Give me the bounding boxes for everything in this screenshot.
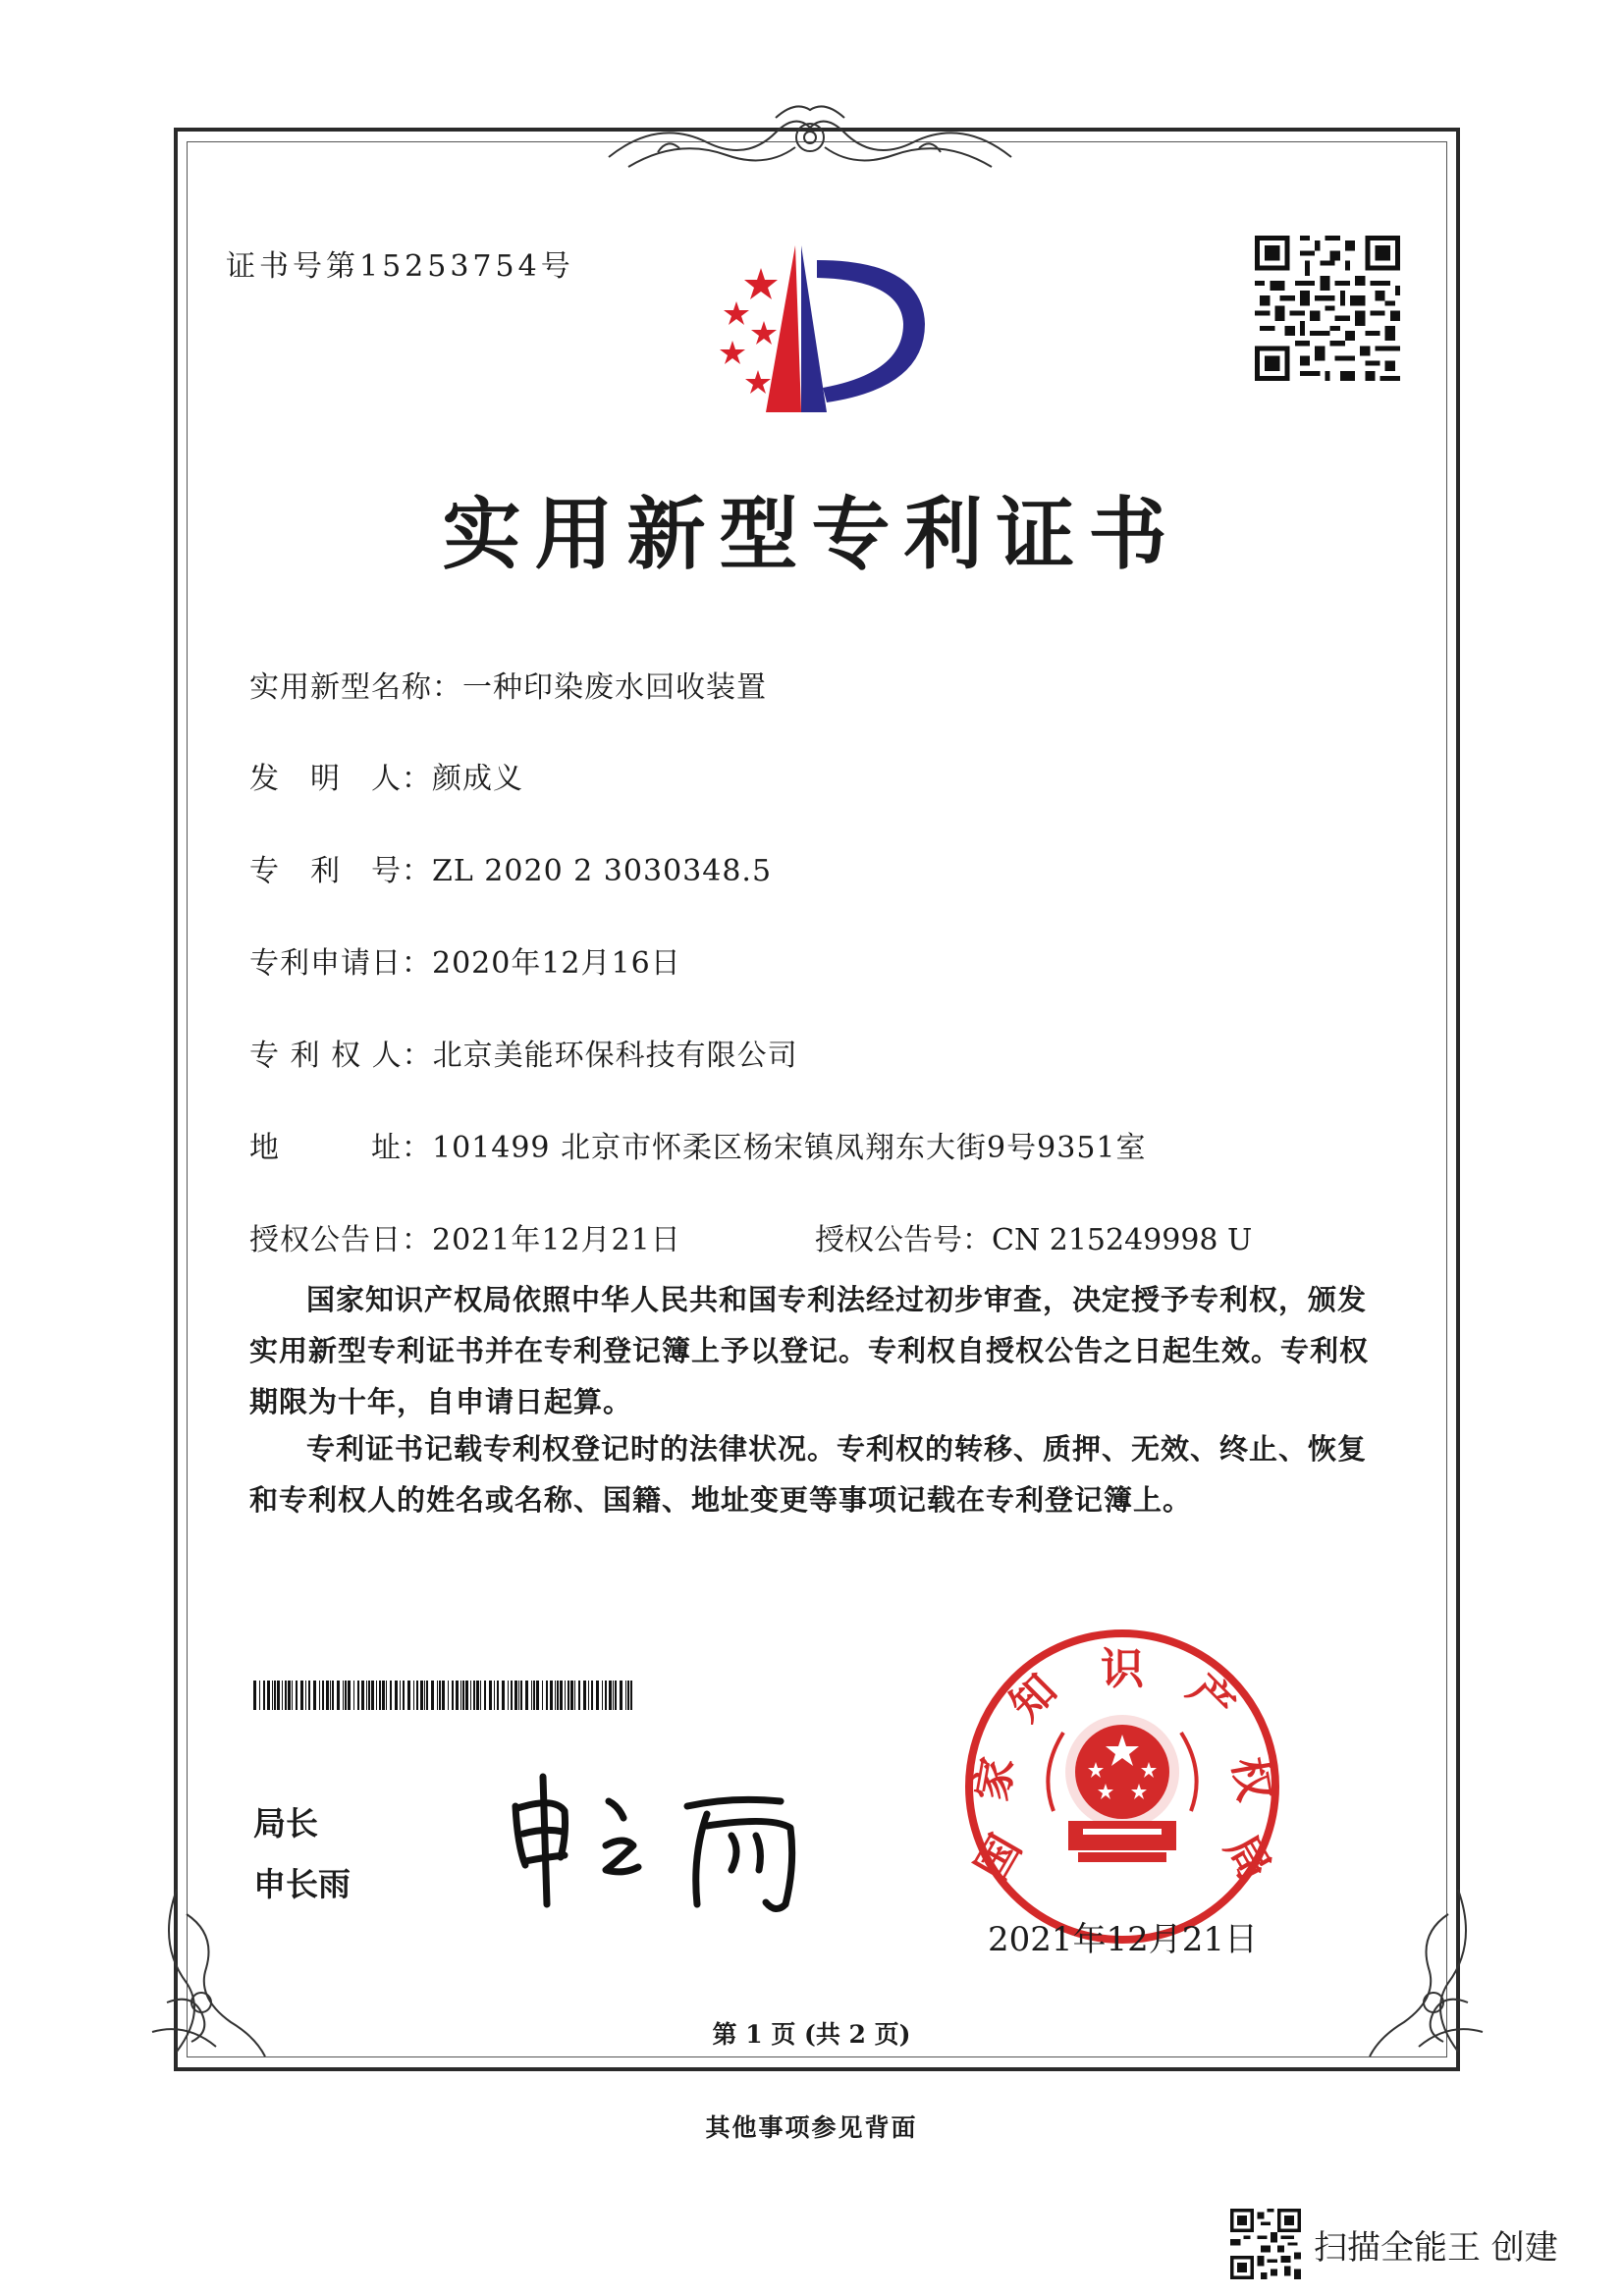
barcode-bar xyxy=(565,1681,566,1710)
grant-number-row xyxy=(815,1215,1252,1258)
certificate-number: 证书号第15253754号 xyxy=(226,249,574,284)
utility-model-name-value: 一种印染废水回收装置 xyxy=(462,670,767,705)
barcode-bar xyxy=(609,1681,612,1710)
patentee-row xyxy=(249,1031,798,1074)
barcode-bar xyxy=(570,1681,573,1710)
barcode-bar xyxy=(413,1681,414,1710)
barcode-bar xyxy=(267,1681,270,1710)
barcode-bar xyxy=(403,1681,405,1710)
barcode-bar xyxy=(282,1681,283,1710)
barcode-bar xyxy=(439,1681,441,1710)
barcode-bar xyxy=(348,1681,351,1710)
address-value: 101499 北京市怀柔区杨宋镇凤翔东大街9号9351室 xyxy=(432,1131,1147,1165)
patent-number-label: 专 利 号： xyxy=(249,854,432,888)
barcode-bar xyxy=(578,1681,580,1710)
barcode-bar xyxy=(613,1681,614,1710)
scanner-qr-icon xyxy=(1230,2209,1301,2279)
barcode-bar xyxy=(277,1681,280,1710)
inventor-value: 颜成义 xyxy=(432,762,523,796)
barcode-bar xyxy=(555,1681,556,1710)
barcode-bar xyxy=(263,1681,265,1710)
barcode-bar xyxy=(583,1681,586,1710)
patentee-label: 专 利 权 人： xyxy=(249,1039,433,1073)
barcode-bar xyxy=(465,1681,468,1710)
inventor-row xyxy=(249,754,523,797)
page-indicator: 第 1 页 (共 2 页) xyxy=(712,2020,911,2049)
barcode-bar xyxy=(420,1681,423,1710)
barcode-bar xyxy=(272,1681,273,1710)
barcode-bar xyxy=(285,1681,287,1710)
barcode-bar xyxy=(382,1681,385,1710)
barcode-bar xyxy=(460,1681,461,1710)
barcode-bar xyxy=(332,1681,334,1710)
barcode-bar xyxy=(292,1681,293,1710)
barcode-bar xyxy=(326,1681,329,1710)
svg-text:国: 国 xyxy=(966,1826,1032,1890)
barcode-bar xyxy=(345,1681,347,1710)
barcode-bar xyxy=(426,1681,428,1710)
barcode-bar xyxy=(511,1681,513,1710)
barcode-bar xyxy=(536,1681,539,1710)
barcode-bar xyxy=(462,1681,464,1710)
statement-paragraph-1: 国家知识产权局依照中华人民共和国专利法经过初步审查，决定授予专利权，颁发实用新型专利证书并在专利登记簿上予以登记。专利权自授权公告之日起生效。专利权期限为十年，自申请日起算。 xyxy=(249,1283,1370,1418)
barcode-bar xyxy=(357,1681,359,1710)
barcode-bar xyxy=(452,1681,454,1710)
barcode-bar xyxy=(615,1681,617,1710)
barcode-bar xyxy=(400,1681,401,1710)
barcode-bar xyxy=(480,1681,481,1710)
barcode-bar xyxy=(416,1681,418,1710)
barcode-bar xyxy=(274,1681,276,1710)
patent-number-value: ZL 2020 2 3030348.5 xyxy=(432,854,773,888)
svg-text:知: 知 xyxy=(1001,1665,1067,1732)
patentee-value: 北京美能环保科技有限公司 xyxy=(432,1039,798,1073)
barcode-bar xyxy=(476,1681,479,1710)
back-note: 其他事项参见背面 xyxy=(705,2113,918,2142)
scanner-label: 扫描全能王 创建 xyxy=(1314,2228,1558,2268)
barcode-bar xyxy=(371,1681,374,1710)
svg-text:家: 家 xyxy=(966,1753,1024,1805)
qr-code-icon xyxy=(1255,236,1400,381)
barcode-bar xyxy=(489,1681,492,1710)
barcode-icon xyxy=(253,1681,632,1710)
barcode-bar xyxy=(502,1681,505,1710)
certificate-title: 实用新型专利证书 xyxy=(442,488,1181,580)
barcode-bar xyxy=(305,1681,306,1710)
grant-number-label: 授权公告号： xyxy=(815,1223,992,1257)
barcode-bar xyxy=(525,1681,528,1710)
barcode-bar xyxy=(470,1681,471,1710)
seal-date: 2021年12月21日 xyxy=(988,1920,1259,1959)
patent-number-row xyxy=(249,846,772,889)
barcode-bar xyxy=(361,1681,364,1710)
barcode-bar xyxy=(390,1681,392,1710)
application-date-label: 专利申请日： xyxy=(249,946,432,981)
barcode-bar xyxy=(376,1681,377,1710)
barcode-bar xyxy=(437,1681,438,1710)
barcode-bar xyxy=(337,1681,340,1710)
barcode-bar xyxy=(368,1681,370,1710)
barcode-bar xyxy=(596,1681,599,1710)
grant-number-value: CN 215249998 U xyxy=(992,1223,1253,1257)
barcode-bar xyxy=(627,1681,629,1710)
barcode-bar xyxy=(497,1681,499,1710)
barcode-bar xyxy=(259,1681,260,1710)
barcode-bar xyxy=(322,1681,324,1710)
barcode-bar xyxy=(353,1681,354,1710)
barcode-bar xyxy=(456,1681,459,1710)
barcode-bar xyxy=(550,1681,553,1710)
barcode-bar xyxy=(605,1681,607,1710)
barcode-bar xyxy=(253,1681,256,1710)
barcode-bar xyxy=(602,1681,603,1710)
barcode-bar xyxy=(343,1681,344,1710)
barcode-bar xyxy=(533,1681,535,1710)
utility-model-name-label: 实用新型名称： xyxy=(249,670,462,705)
svg-text:识: 识 xyxy=(1101,1644,1144,1694)
barcode-bar xyxy=(542,1681,543,1710)
grant-date-label: 授权公告日： xyxy=(249,1223,432,1257)
barcode-bar xyxy=(379,1681,381,1710)
barcode-bar xyxy=(494,1681,495,1710)
barcode-bar xyxy=(424,1681,425,1710)
grant-date-value: 2021年12月21日 xyxy=(432,1223,681,1257)
barcode-bar xyxy=(431,1681,434,1710)
barcode-bar xyxy=(484,1681,486,1710)
grant-date-row xyxy=(249,1215,681,1258)
barcode-bar xyxy=(330,1681,331,1710)
inventor-label: 发 明 人： xyxy=(249,762,432,796)
barcode-bar xyxy=(531,1681,532,1710)
director-title: 局长 xyxy=(253,1804,318,1842)
barcode-bar xyxy=(288,1681,291,1710)
address-row xyxy=(249,1123,1147,1166)
svg-text:局: 局 xyxy=(1215,1826,1280,1890)
application-date-value: 2020年12月16日 xyxy=(432,946,681,981)
barcode-bar xyxy=(395,1681,398,1710)
utility-model-name-row xyxy=(249,663,767,706)
barcode-bar xyxy=(588,1681,589,1710)
barcode-bar xyxy=(508,1681,509,1710)
official-seal-icon xyxy=(960,1625,1284,1949)
barcode-bar xyxy=(296,1681,298,1710)
barcode-bar xyxy=(560,1681,563,1710)
barcode-bar xyxy=(574,1681,575,1710)
barcode-bar xyxy=(514,1681,517,1710)
barcode-bar xyxy=(520,1681,522,1710)
barcode-bar xyxy=(630,1681,632,1710)
director-name: 申长雨 xyxy=(253,1865,351,1903)
svg-text:产: 产 xyxy=(1177,1665,1244,1732)
application-date-row xyxy=(249,938,681,982)
barcode-bar xyxy=(625,1681,626,1710)
barcode-bar xyxy=(386,1681,387,1710)
barcode-bar xyxy=(442,1681,445,1710)
address-label: 地 址： xyxy=(249,1131,432,1165)
director-signature-icon xyxy=(496,1767,820,1914)
statement-paragraph-2: 专利证书记载专利权登记时的法律状况。专利权的转移、质押、无效、终止、恢复和专利权人的姓名或名称、国籍、地址变更等事项记载在专利登记簿上。 xyxy=(249,1432,1368,1517)
cnipa-logo-icon xyxy=(707,240,935,417)
barcode-bar xyxy=(557,1681,559,1710)
barcode-bar xyxy=(407,1681,410,1710)
barcode-bar xyxy=(448,1681,449,1710)
barcode-bar xyxy=(568,1681,569,1710)
barcode-bar xyxy=(308,1681,310,1710)
barcode-bar xyxy=(546,1681,548,1710)
barcode-bar xyxy=(518,1681,519,1710)
top-ornament xyxy=(599,98,1021,177)
barcode-bar xyxy=(319,1681,320,1710)
barcode-bar xyxy=(591,1681,593,1710)
barcode-bar xyxy=(620,1681,622,1710)
barcode-bar xyxy=(473,1681,475,1710)
barcode-bar xyxy=(300,1681,303,1710)
barcode-bar xyxy=(313,1681,316,1710)
barcode-bar xyxy=(366,1681,367,1710)
svg-text:权: 权 xyxy=(1222,1753,1280,1805)
